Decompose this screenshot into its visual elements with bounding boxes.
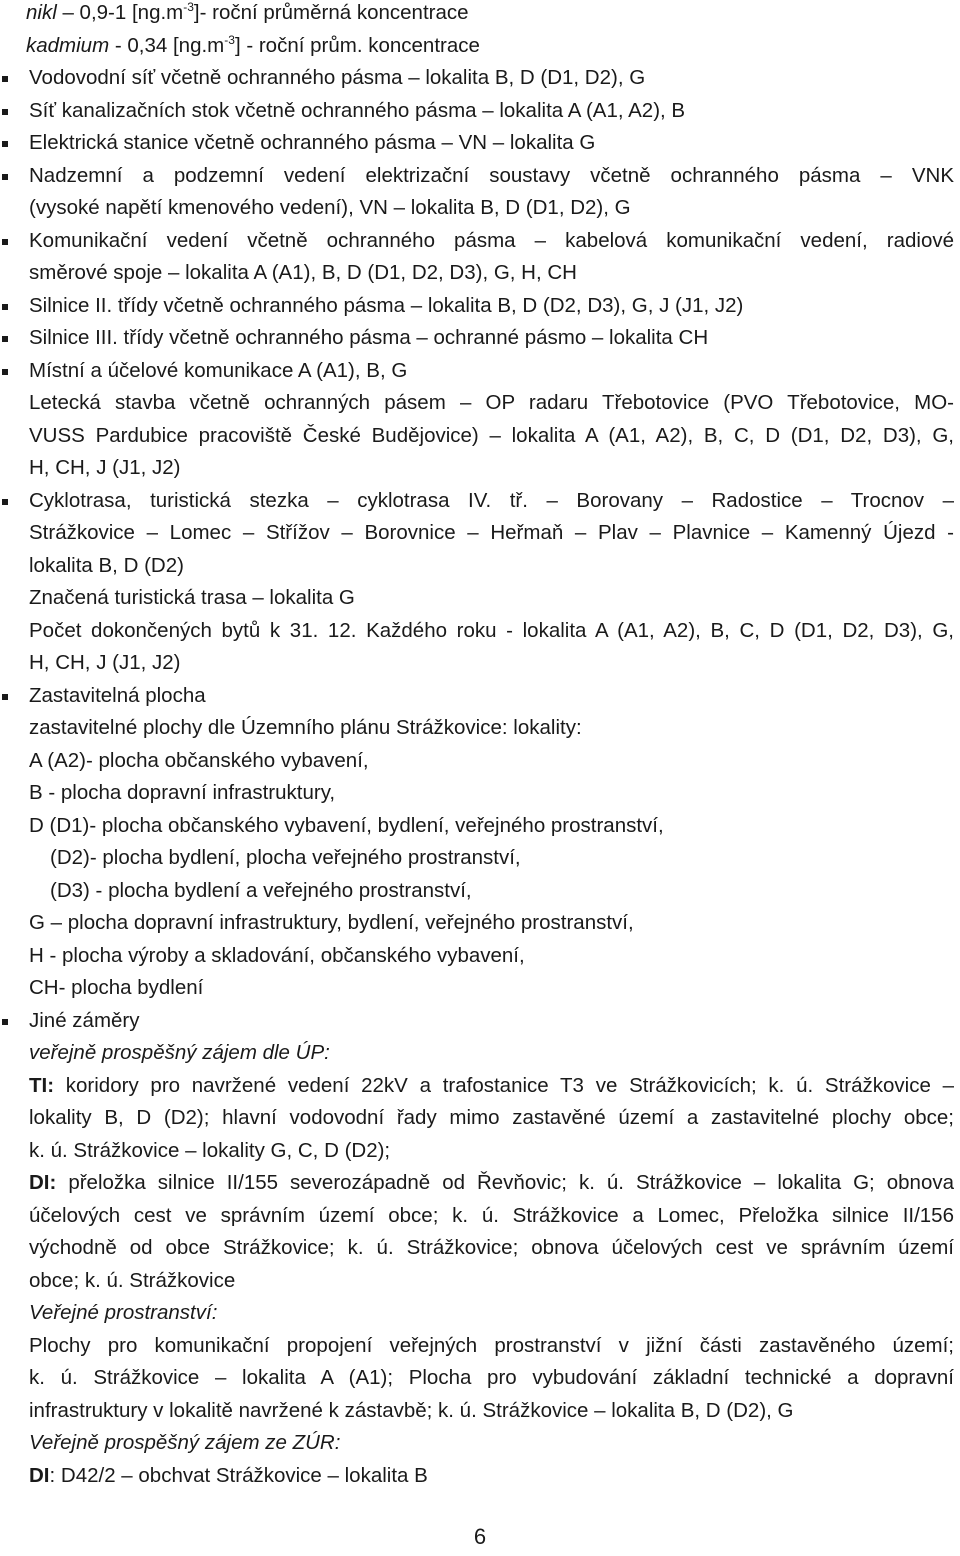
paragraph-line: H - plocha výroby a skladování, občanského vybavení, [29,944,525,967]
bullet-icon [2,304,8,310]
list-item: Komunikační vedení včetně ochranného pásma – kabelová komunikační vedení, radiové [29,229,954,252]
paragraph-line: k. ú. Strážkovice – lokalita A (A1); Plocha pro vybudování základní technické a dopravní [29,1366,954,1389]
paragraph-line: CH- plocha bydlení [29,976,204,999]
list-item-continuation: směrové spoje – lokalita A (A1), B, D (D1, D2, D3), G, H, CH [29,261,577,284]
list-item: Cyklotrasa, turistická stezka – cyklotrasa IV. tř. – Borovany – Radostice – Trocnov – [29,489,954,512]
list-item: Zastavitelná plocha [29,684,206,707]
paragraph-line: VUSS Pardubice pracoviště České Budějovice) – lokalita A (A1, A2), B, C, D (D1, D2, D3), G, [29,424,954,447]
list-item-continuation: Strážkovice – Lomec – Střížov – Borovnice – Heřmaň – Plav – Plavnice – Kamenný Újezd - [29,521,954,544]
paragraph-line: Počet dokončených bytů k 31. 12. Každého roku - lokalita A (A1, A2), B, C, D (D1, D2, D3), G, [29,619,954,642]
paragraph-line: infrastruktury v lokalitě navržené k zástavbě; k. ú. Strážkovice – lokalita B, D (D2), G [29,1399,794,1422]
paragraph-line: lokality B, D (D2); hlavní vodovodní řady mimo zastavěné území a zastavitelné plochy obce; [29,1106,954,1129]
bullet-icon [2,174,8,180]
paragraph-line: DI: přeložka silnice II/155 severozápadně od Řevňovic; k. ú. Strážkovice – lokalita G; obnova [29,1171,954,1194]
paragraph-line: B - plocha dopravní infrastruktury, [29,781,336,804]
bullet-icon [2,239,8,245]
list-item: Jiné záměry [29,1009,140,1032]
bullet-icon [2,1019,8,1025]
bullet-icon [2,694,8,700]
section-heading: veřejně prospěšný zájem dle ÚP: [29,1041,330,1064]
paragraph-line: TI: koridory pro navržené vedení 22kV a trafostanice T3 ve Strážkovicích; k. ú. Strážkovice – [29,1074,954,1097]
list-item: Elektrická stanice včetně ochranného pásma – VN – lokalita G [29,131,596,154]
list-item: Vodovodní síť včetně ochranného pásma – lokalita B, D (D1, D2), G [29,66,646,89]
paragraph-line: H, CH, J (J1, J2) [29,651,181,674]
list-item-continuation: lokalita B, D (D2) [29,554,184,577]
list-item: Síť kanalizačních stok včetně ochranného pásma – lokalita A (A1, A2), B [29,99,686,122]
paragraph-line: A (A2)- plocha občanského vybavení, [29,749,369,772]
paragraph-line: (D3) - plocha bydlení a veřejného prostranství, [50,879,472,902]
bullet-icon [2,369,8,375]
list-item: Silnice III. třídy včetně ochranného pásma – ochranné pásmo – lokalita CH [29,326,709,349]
paragraph-line: DI: D42/2 – obchvat Strážkovice – lokalita B [29,1464,428,1487]
paragraph-line: Značená turistická trasa – lokalita G [29,586,355,609]
list-item: Nadzemní a podzemní vedení elektrizační soustavy včetně ochranného pásma – VNK [29,164,954,187]
bullet-icon [2,76,8,82]
list-item: Místní a účelové komunikace A (A1), B, G [29,359,408,382]
bullet-icon [2,336,8,342]
kadmium-line: kadmium - 0,34 $[ng.m^{-3}]$ - roční prům. koncentrace [26,33,480,57]
paragraph-line: zastavitelné plochy dle Územního plánu Strážkovice: lokality: [29,716,582,739]
paragraph-line: Plochy pro komunikační propojení veřejných prostranství v jižní části zastavěného území; [29,1334,954,1357]
section-heading: Veřejné prostranství: [29,1301,218,1324]
paragraph-line: účelových cest ve správním území obce; k. ú. Strážkovice a Lomec, Přeložka silnice II/156 [29,1204,954,1227]
paragraph-line: východně od obce Strážkovice; k. ú. Strážkovice; obnova účelových cest ve správním území [29,1236,954,1259]
page-number: 6 [473,1524,487,1549]
paragraph-line: obce; k. ú. Strážkovice [29,1269,236,1292]
bullet-icon [2,499,8,505]
section-heading: Veřejně prospěšný zájem ze ZÚR: [29,1431,341,1454]
paragraph-line: (D2)- plocha bydlení, plocha veřejného prostranství, [50,846,521,869]
paragraph-line: D (D1)- plocha občanského vybavení, bydlení, veřejného prostranství, [29,814,664,837]
list-item-continuation: (vysoké napětí kmenového vedení), VN – lokalita B, D (D1, D2), G [29,196,631,219]
nikl-line: nikl – 0,9-1 $[ng.m^{-3}]-$ roční průměrná koncentrace [26,0,469,24]
bullet-icon [2,141,8,147]
paragraph-line: Letecká stavba včetně ochranných pásem – OP radaru Třebotovice (PVO Třebotovice, MO- [29,391,954,414]
paragraph-line: G – plocha dopravní infrastruktury, bydlení, veřejného prostranství, [29,911,634,934]
paragraph-line: k. ú. Strážkovice – lokality G, C, D (D2); [29,1139,391,1162]
bullet-icon [2,109,8,115]
list-item: Silnice II. třídy včetně ochranného pásma – lokalita B, D (D2, D3), G, J (J1, J2) [29,294,744,317]
paragraph-line: H, CH, J (J1, J2) [29,456,181,479]
